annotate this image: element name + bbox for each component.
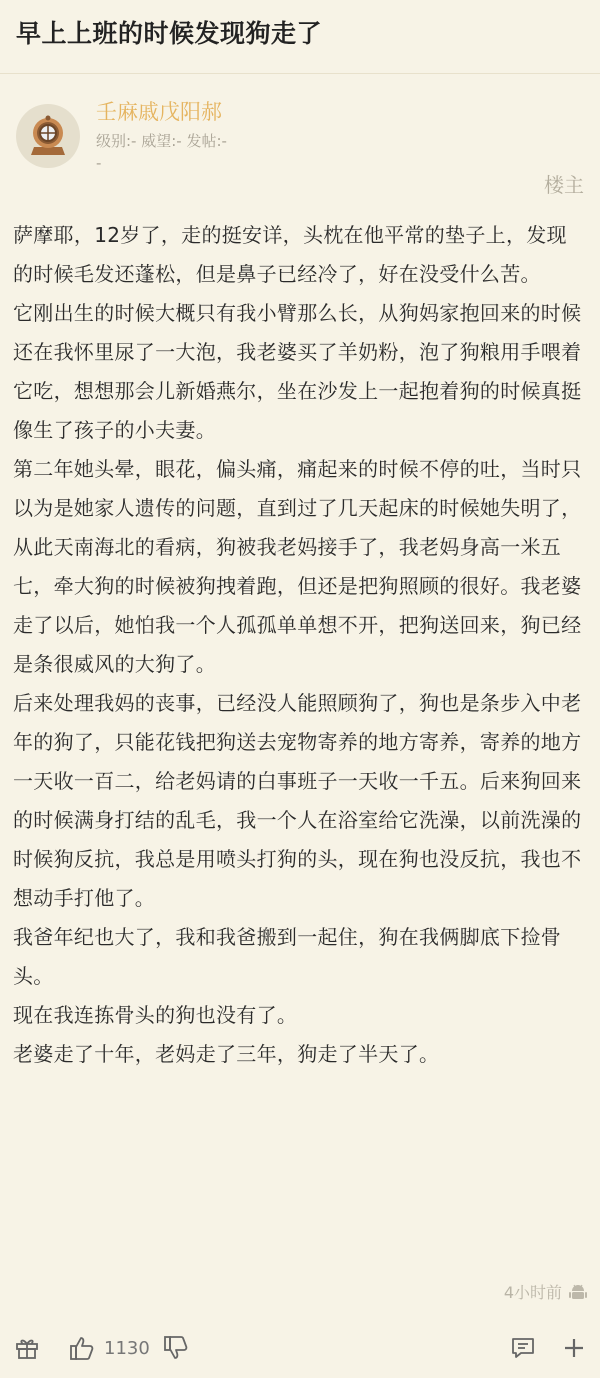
thumbs-up-icon[interactable] (68, 1334, 96, 1362)
paragraph: 现在我连拣骨头的狗也没有了。 (13, 1003, 298, 1027)
author-role-badge: 楼主 (544, 173, 584, 197)
like-count: 1130 (104, 1337, 150, 1359)
comment-icon[interactable] (510, 1335, 536, 1361)
post-content (0, 186, 600, 1074)
author-name[interactable]: 壬麻戚戊阳郝 (96, 100, 222, 124)
post-footer (0, 1318, 600, 1378)
author-block (0, 74, 600, 197)
paragraph: 后来处理我妈的丧事，已经没人能照顾狗了，狗也是条步入中老年的狗了，只能花钱把狗送去宠物寄养的地方寄养，寄养的地方一天收一百二，给老妈请的白事班子一天收一千五。后来狗回来的时候满身打结的乱毛，我一个人在浴室给它洗澡，以前洗澡的时候狗反抗，我总是用喷头打狗的头，现在狗也没反抗，我也不想动手打他了。 (13, 691, 582, 910)
paragraph: 我爸年纪也大了，我和我爸搬到一起住，狗在我俩脚底下捡骨头。 (13, 925, 562, 988)
author-extra: - (96, 154, 102, 172)
paragraph: 它刚出生的时候大概只有我小臂那么长，从狗妈家抱回来的时候还在我怀里尿了一大泡，我老婆买了羊奶粉，泡了狗粮用手喂着它吃，想想那会儿新婚燕尔，坐在沙发上一起抱着狗的时候真挺像生了孩子的小夫妻。 (13, 301, 582, 442)
gift-icon[interactable] (14, 1335, 40, 1361)
post-time (504, 1280, 588, 1303)
plus-icon[interactable] (562, 1336, 586, 1360)
android-icon (568, 1282, 588, 1302)
author-meta (96, 130, 227, 174)
post-time-text: 4小时前 (503, 1283, 562, 1302)
avatar[interactable] (16, 104, 80, 168)
paragraph: 老婆走了十年，老妈走了三年，狗走了半天了。 (13, 1042, 440, 1066)
author-info (96, 94, 227, 186)
paragraph: 萨摩耶，12岁了，走的挺安详，头枕在他平常的垫子上，发现的时候毛发还蓬松，但是鼻子已经冷了，好在没受什么苦。 (13, 223, 567, 286)
thumbs-down-icon[interactable] (162, 1334, 190, 1362)
diving-helmet-icon (25, 113, 71, 159)
author-role-wrap (544, 169, 584, 198)
post-title: 早上上班的时候发现狗走了 (16, 19, 323, 48)
paragraph: 第二年她头晕，眼花，偏头痛，痛起来的时候不停的吐，当时只以为是她家人遗传的问题，直到过了几天起床的时候她失明了，从此天南海北的看病，狗被我老妈接手了，我老妈身高一米五七，牵大狗的时候被狗拽着跑，但还是把狗照顾的很好。我老婆走了以后，她怕我一个人孤孤单单想不开，把狗送回来，狗已经是条很威风的大狗了。 (13, 457, 582, 676)
title-bar (0, 0, 600, 74)
author-stats: 级别:- 威望:- 发帖:- (96, 132, 227, 150)
